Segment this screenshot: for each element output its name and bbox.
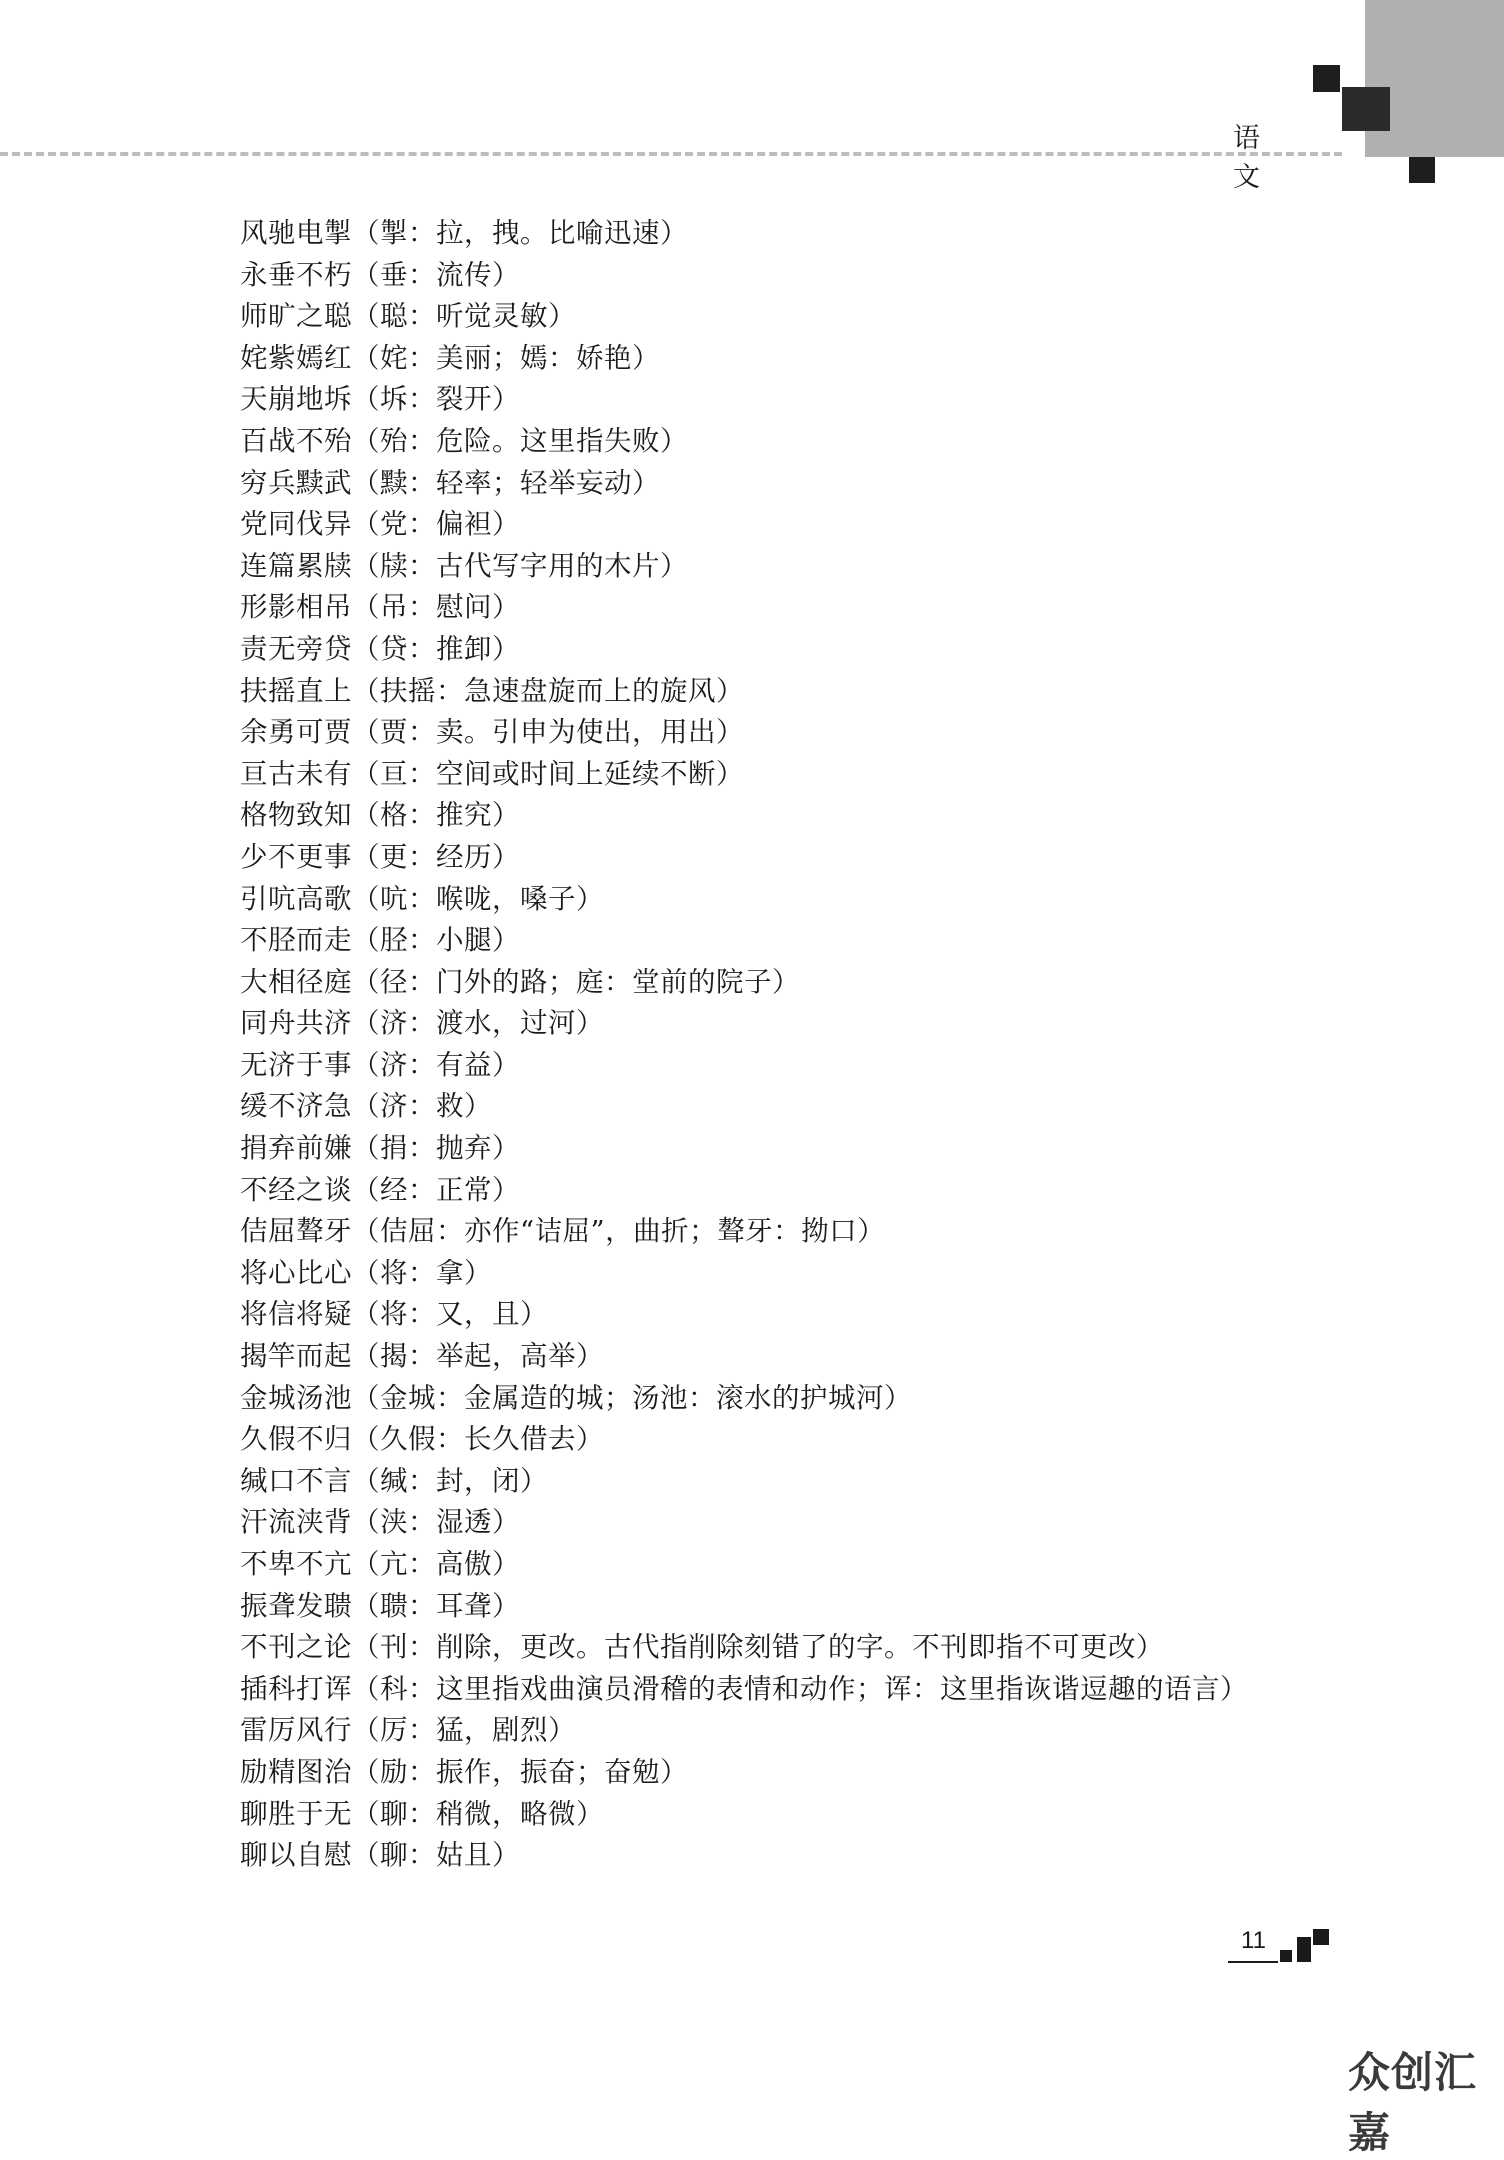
idiom-text: 永垂不朽 [240, 258, 352, 291]
idiom-note: （浃：湿透） [352, 1506, 520, 1539]
idiom-note: （济：有益） [352, 1048, 520, 1081]
header-square-large [1342, 87, 1390, 131]
idiom-text: 不刊之论 [240, 1631, 352, 1664]
idiom-entry [240, 587, 1248, 629]
idiom-text: 姹紫嫣红 [240, 341, 352, 374]
idiom-text: 捐弃前嫌 [240, 1132, 352, 1165]
idiom-entry [240, 795, 1248, 837]
idiom-entry [240, 671, 1248, 713]
idiom-note: （缄：封，闭） [352, 1464, 548, 1497]
idiom-text: 格物致知 [240, 799, 352, 832]
idiom-text: 久假不归 [240, 1423, 352, 1456]
idiom-text: 风驰电掣 [240, 217, 352, 249]
idiom-entry [240, 379, 1248, 421]
page-number-rule [1228, 1961, 1278, 1963]
idiom-note: （久假：长久借去） [352, 1423, 604, 1456]
idiom-note: （垂：流传） [352, 258, 520, 291]
idiom-entry [240, 1419, 1248, 1461]
idiom-entry [240, 296, 1248, 338]
idiom-note: （胫：小腿） [352, 924, 520, 957]
idiom-text: 插科打诨 [240, 1672, 352, 1705]
idiom-entry [240, 1627, 1248, 1669]
idiom-note: （黩：轻率；轻举妄动） [352, 466, 660, 499]
idiom-note: （姹：美丽；嫣：娇艳） [352, 341, 660, 374]
idiom-text: 师旷之聪 [240, 300, 352, 333]
idiom-entry [240, 1669, 1248, 1711]
idiom-entry [240, 1461, 1248, 1503]
idiom-entry [240, 1502, 1248, 1544]
idiom-text: 振聋发聩 [240, 1589, 352, 1622]
header-gray-block [1365, 0, 1504, 157]
idiom-entry [240, 1294, 1248, 1336]
idiom-note: （聩：耳聋） [352, 1589, 520, 1622]
idiom-note: （殆：危险。这里指失败） [352, 424, 688, 457]
page-number: 11 [1241, 1927, 1266, 1954]
idiom-note: （掣：拉，拽。比喻迅速） [352, 217, 688, 249]
idiom-text: 不卑不亢 [240, 1548, 352, 1580]
idiom-entry [240, 1378, 1248, 1420]
idiom-entry [240, 1253, 1248, 1295]
idiom-text: 雷厉风行 [240, 1714, 352, 1747]
idiom-note: （扶摇：急速盘旋而上的旋风） [352, 674, 744, 707]
idiom-text: 亘古未有 [240, 757, 352, 790]
idiom-note: （党：偏袒） [352, 508, 520, 541]
idiom-note: （济：救） [352, 1090, 492, 1123]
idiom-note: （吊：慰问） [352, 591, 520, 624]
idiom-entry [240, 712, 1248, 754]
idiom-entry [240, 1170, 1248, 1212]
idiom-entry [240, 421, 1248, 463]
idiom-entry [240, 879, 1248, 921]
idiom-text: 缄口不言 [240, 1464, 352, 1497]
idiom-text: 大相径庭 [240, 965, 352, 998]
idiom-list [240, 213, 1248, 1877]
idiom-text: 引吭高歌 [240, 882, 352, 915]
idiom-note: （贷：推卸） [352, 632, 520, 665]
idiom-note: （更：经历） [352, 840, 520, 873]
idiom-entry [240, 1045, 1248, 1087]
idiom-entry [240, 629, 1248, 671]
idiom-entry [240, 504, 1248, 546]
idiom-entry [240, 1794, 1248, 1836]
idiom-text: 不胫而走 [240, 924, 352, 957]
idiom-note: （金城：金属造的城；汤池：滚水的护城河） [352, 1381, 912, 1414]
idiom-note: （科：这里指戏曲演员滑稽的表情和动作；诨：这里指诙谐逗趣的语言） [352, 1672, 1248, 1705]
idiom-text: 缓不济急 [240, 1090, 352, 1123]
idiom-entry [240, 754, 1248, 796]
idiom-note: （坼：裂开） [352, 383, 520, 416]
idiom-note: （励：振作，振奋；奋勉） [352, 1755, 688, 1788]
idiom-text: 穷兵黩武 [240, 466, 352, 499]
idiom-text: 无济于事 [240, 1048, 352, 1081]
idiom-note: （亢：高傲） [352, 1548, 520, 1580]
idiom-entry [240, 920, 1248, 962]
idiom-entry [240, 1710, 1248, 1752]
idiom-text: 少不更事 [240, 840, 352, 873]
idiom-entry [240, 1128, 1248, 1170]
idiom-note: （亘：空间或时间上延续不断） [352, 757, 744, 790]
idiom-note: （格：推究） [352, 799, 520, 832]
idiom-note: （揭：举起，高举） [352, 1340, 604, 1373]
idiom-note: （聊：稍微，略微） [352, 1797, 604, 1830]
header-dashed-rule [0, 152, 1342, 156]
idiom-note: （牍：古代写字用的木片） [352, 549, 688, 582]
header-square-small [1313, 65, 1340, 92]
idiom-text: 聊胜于无 [240, 1797, 352, 1830]
idiom-entry [240, 338, 1248, 380]
idiom-text: 扶摇直上 [240, 674, 352, 707]
idiom-note: （将：又，且） [352, 1298, 548, 1331]
idiom-text: 连篇累牍 [240, 549, 352, 582]
idiom-note: （吭：喉咙，嗓子） [352, 882, 604, 915]
idiom-entry [240, 1003, 1248, 1045]
idiom-text: 党同伐异 [240, 508, 352, 541]
idiom-note: （经：正常） [352, 1173, 520, 1206]
idiom-text: 余勇可贾 [240, 716, 352, 749]
idiom-entry [240, 837, 1248, 879]
idiom-text: 天崩地坼 [240, 383, 352, 416]
idiom-entry [240, 213, 1248, 255]
idiom-note: （贾：卖。引申为使出，用出） [352, 716, 744, 749]
watermark-logo: 众创汇嘉 [1348, 2048, 1478, 2157]
idiom-note: （聪：听觉灵敏） [352, 300, 576, 333]
idiom-entry [240, 255, 1248, 297]
idiom-entry [240, 962, 1248, 1004]
idiom-text: 励精图治 [240, 1755, 352, 1788]
idiom-entry [240, 1835, 1248, 1877]
idiom-entry [240, 1586, 1248, 1628]
idiom-text: 责无旁贷 [240, 632, 352, 665]
idiom-note: （济：渡水，过河） [352, 1007, 604, 1040]
idiom-note: （刊：削除，更改。古代指削除刻错了的字。不刊即指不可更改） [352, 1631, 1164, 1664]
idiom-text: 将信将疑 [240, 1298, 352, 1331]
idiom-note: （将：拿） [352, 1256, 492, 1289]
idiom-note: （径：门外的路；庭：堂前的院子） [352, 965, 800, 998]
idiom-entry [240, 546, 1248, 588]
idiom-text: 形影相吊 [240, 591, 352, 624]
idiom-text: 同舟共济 [240, 1007, 352, 1040]
idiom-text: 佶屈聱牙 [240, 1215, 352, 1248]
idiom-note: （捐：抛弃） [352, 1132, 520, 1165]
idiom-text: 不经之谈 [240, 1173, 352, 1206]
idiom-text: 金城汤池 [240, 1381, 352, 1414]
footer-square-tall [1297, 1937, 1311, 1962]
idiom-text: 揭竿而起 [240, 1340, 352, 1373]
idiom-entry [240, 1336, 1248, 1378]
header-square-bottom [1409, 157, 1435, 183]
subject-title: 语 文 [1233, 123, 1292, 193]
idiom-entry [240, 1752, 1248, 1794]
footer-square-small [1280, 1950, 1292, 1962]
idiom-entry [240, 463, 1248, 505]
footer-square-top [1313, 1929, 1329, 1945]
idiom-entry [240, 1544, 1248, 1586]
idiom-entry [240, 1086, 1248, 1128]
idiom-entry [240, 1211, 1248, 1253]
idiom-text: 汗流浃背 [240, 1506, 352, 1539]
idiom-text: 百战不殆 [240, 424, 352, 457]
idiom-text: 聊以自慰 [240, 1839, 352, 1872]
idiom-note: （聊：姑且） [352, 1839, 520, 1872]
idiom-note: （厉：猛，剧烈） [352, 1714, 576, 1747]
idiom-text: 将心比心 [240, 1256, 352, 1289]
idiom-note: （佶屈：亦作“诘屈”，曲折；聱牙：拗口） [352, 1215, 886, 1248]
